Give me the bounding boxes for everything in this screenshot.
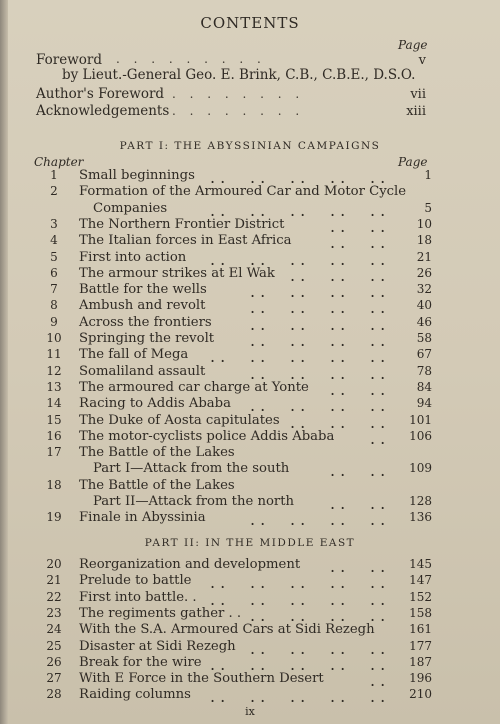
leader-dot: . . [330, 510, 346, 530]
chapter-page: 84 [416, 379, 432, 394]
chapter-number: 27 [46, 671, 62, 686]
chapter-number: 20 [46, 557, 62, 571]
chapter-number: 4 [50, 233, 58, 248]
leader-dot: . . [330, 233, 346, 253]
chapter-number: 3 [50, 216, 58, 231]
page-column-label: Page [398, 38, 428, 52]
leader-dot: . . [330, 265, 346, 285]
chapter-title: Formation of the Armoured Car and Motor Cycle [79, 184, 407, 200]
chapter-row-continuation [0, 201, 500, 219]
leader-dot: . . [370, 494, 386, 513]
leader-dot: . . [250, 249, 266, 269]
chapter-title: The armoured car charge at Yonte [79, 379, 309, 395]
chapter-page: 136 [409, 510, 432, 525]
leader-dot: . . [330, 573, 346, 593]
leader-dot: . . [210, 654, 226, 674]
leader-dot: . . [370, 428, 386, 448]
leader-dot: . . [330, 200, 346, 220]
chapter-row [0, 557, 500, 575]
chapter-number: 5 [50, 249, 58, 264]
page-column-label: Page [398, 155, 428, 169]
chapter-page: 18 [416, 233, 432, 248]
chapter-number: 18 [46, 477, 62, 492]
leader-dot: . . [370, 314, 386, 334]
leader-dot: . . [370, 510, 386, 530]
chapter-title: Prelude to battle [79, 573, 192, 589]
leader-dot: . . [370, 363, 386, 383]
chapter-number: 14 [46, 396, 62, 411]
chapter-column-label: Chapter [34, 155, 84, 169]
chapter-title: The Duke of Aosta capitulates [79, 412, 280, 428]
chapter-number: 26 [46, 654, 62, 669]
chapter-row [0, 331, 500, 349]
chapter-page: 1 [424, 168, 432, 182]
leader-dot: . . [370, 249, 386, 269]
chapter-page: 5 [424, 200, 432, 215]
chapter-page: 32 [416, 282, 432, 297]
chapter-row [0, 478, 500, 496]
leader-dot: . . [290, 638, 306, 658]
leader-dot: . . [370, 605, 386, 625]
leader-dot: . . [330, 249, 346, 269]
chapter-page: 21 [416, 249, 432, 264]
leader-dot: . . [210, 347, 226, 367]
leader-dot: . . [330, 298, 346, 318]
leader-dot: . . [330, 282, 346, 302]
chapter-title: Somaliland assault [79, 363, 206, 379]
chapter-row [0, 266, 500, 284]
chapter-title: Battle for the wells [79, 282, 207, 298]
chapter-page: 161 [409, 622, 432, 637]
chapter-number: 13 [46, 379, 62, 394]
chapter-page: 26 [416, 265, 432, 280]
chapter-number: 2 [50, 184, 58, 199]
leader-dot: . . [290, 605, 306, 625]
leader-dot: . . [290, 314, 306, 334]
leader-dot: . . [290, 573, 306, 593]
chapter-title: The fall of Mega [79, 347, 189, 363]
leader-dot: . . [290, 265, 306, 285]
leader-dot: . . [290, 168, 306, 187]
leader-dot: . . [330, 557, 346, 576]
leader-dot: . . [370, 200, 386, 220]
leader-dot: . . [330, 331, 346, 350]
leader-dot: . . [250, 363, 266, 383]
chapter-subtitle: Part I—Attack from the south [93, 461, 290, 477]
leader-dot: . . [290, 363, 306, 383]
leader-dot: . . [330, 379, 346, 399]
leader-dot: . . [250, 396, 266, 416]
chapter-number: 11 [46, 347, 62, 362]
chapter-row [0, 184, 500, 202]
front-acknowledgements-page: xiii [406, 104, 426, 119]
chapter-row [0, 687, 500, 705]
leader-dot: . . [250, 298, 266, 318]
leader-dot: . . [290, 331, 306, 350]
chapter-row-continuation [0, 461, 500, 479]
leader-dot: . . [250, 589, 266, 609]
chapter-number: 1 [50, 168, 58, 182]
leader-dot: . . [330, 363, 346, 383]
chapter-page: 78 [416, 363, 432, 378]
chapter-page: 67 [416, 347, 432, 362]
front-foreword-page: v [418, 53, 426, 68]
chapter-number: 16 [46, 428, 62, 443]
leader-dot: . . [250, 573, 266, 593]
leader-dot: . . [370, 168, 386, 187]
chapter-page: 145 [409, 557, 432, 571]
leader-dot: . . [290, 282, 306, 302]
chapter-page: 58 [416, 331, 432, 345]
leader-dot: . . [370, 265, 386, 285]
chapter-row [0, 429, 500, 447]
chapter-page: 94 [416, 396, 432, 411]
leader-dot: . . [250, 605, 266, 625]
leader-dot: . . [290, 347, 306, 367]
chapter-number: 12 [46, 363, 62, 378]
chapter-row [0, 250, 500, 268]
leader-dot: . . [330, 638, 346, 658]
chapter-number: 28 [46, 687, 62, 702]
chapter-row [0, 217, 500, 235]
leader-dot: . . [330, 687, 346, 707]
chapter-title: First into battle. . [79, 589, 197, 605]
part-heading: PART I: THE ABYSSINIAN CAMPAIGNS [119, 140, 381, 152]
leader-dot: . . [370, 671, 386, 691]
leader-dot: . . [250, 314, 266, 334]
chapter-number: 6 [50, 265, 58, 280]
chapter-row [0, 315, 500, 333]
leader-dot: . . [330, 412, 346, 432]
leader-dot: . . [370, 216, 386, 236]
chapter-row [0, 622, 500, 640]
leader-dots: . . . . . . . . [172, 87, 305, 101]
leader-dot: . . [210, 200, 226, 220]
chapter-row [0, 347, 500, 365]
leader-dots: . . . . . . . . [172, 104, 305, 118]
chapter-title: First into action [79, 249, 187, 265]
leader-dot: . . [210, 249, 226, 269]
chapter-number: 22 [46, 589, 62, 604]
leader-dot: . . [370, 557, 386, 576]
chapter-row-continuation [0, 494, 500, 512]
chapter-page: 177 [409, 638, 432, 653]
chapter-page: 10 [416, 216, 432, 231]
leader-dot: . . [330, 605, 346, 625]
front-foreword: Foreword [36, 52, 102, 68]
chapter-number: 15 [46, 412, 62, 427]
chapter-title: Racing to Addis Ababa [79, 396, 231, 412]
front-authors-foreword-page: vii [410, 87, 426, 102]
leader-dot: . . [290, 654, 306, 674]
chapter-number: 25 [46, 638, 62, 653]
leader-dot: . . [330, 314, 346, 334]
leader-dot: . . [370, 282, 386, 302]
chapter-number: 7 [50, 282, 58, 297]
chapter-subtitle: Companies [93, 200, 168, 216]
chapter-title: Break for the wire [79, 654, 202, 670]
leader-dot: . . [370, 347, 386, 367]
chapter-page: 46 [416, 314, 432, 329]
chapter-number: 23 [46, 605, 62, 620]
leader-dots: . . . . . . . . . [116, 52, 266, 66]
leader-dot: . . [330, 589, 346, 609]
chapter-page: 210 [409, 687, 432, 702]
leader-dot: . . [370, 687, 386, 707]
leader-dot: . . [210, 168, 226, 187]
leader-dot: . . [250, 347, 266, 367]
leader-dot: . . [250, 331, 266, 350]
chapter-number: 9 [50, 314, 58, 329]
contents-title: CONTENTS [200, 14, 300, 32]
leader-dot: . . [370, 461, 386, 481]
chapter-title: With the S.A. Armoured Cars at Sidi Rezegh [79, 622, 375, 638]
chapter-number: 17 [46, 445, 62, 460]
chapter-row [0, 655, 500, 673]
chapter-page: 187 [409, 654, 432, 669]
leader-dot: . . [370, 589, 386, 609]
chapter-title: The armour strikes at El Wak [79, 265, 275, 281]
leader-dot: . . [250, 282, 266, 302]
chapter-page: 196 [409, 671, 432, 686]
leader-dot: . . [250, 510, 266, 530]
page-number: ix [245, 705, 255, 718]
leader-dot: . . [290, 249, 306, 269]
chapter-row [0, 671, 500, 689]
chapter-row [0, 298, 500, 316]
leader-dot: . . [250, 638, 266, 658]
front-foreword-author: by Lieut.-General Geo. E. Brink, C.B., C.B.E., D.S.O. [62, 67, 416, 83]
chapter-page: 147 [409, 573, 432, 588]
chapter-page: 128 [409, 494, 432, 508]
chapter-title: Raiding columns [79, 687, 191, 703]
chapter-page: 40 [416, 298, 432, 313]
chapter-title: The motor-cyclists police Addis Ababa [79, 428, 335, 444]
chapter-number: 19 [46, 510, 62, 525]
leader-dot: . . [370, 396, 386, 416]
leader-dot: . . [290, 412, 306, 432]
leader-dot: . . [370, 638, 386, 658]
leader-dot: . . [290, 298, 306, 318]
chapter-title: Springing the revolt [79, 331, 215, 346]
leader-dot: . . [250, 200, 266, 220]
leader-dot: . . [370, 573, 386, 593]
chapter-row [0, 396, 500, 414]
chapter-page: 101 [409, 412, 432, 427]
leader-dot: . . [290, 510, 306, 530]
leader-dot: . . [250, 654, 266, 674]
chapter-row [0, 573, 500, 591]
chapter-page: 152 [409, 589, 432, 604]
chapter-page: 158 [409, 605, 432, 620]
chapter-row [0, 233, 500, 251]
leader-dot: . . [370, 331, 386, 350]
leader-dot: . . [290, 589, 306, 609]
leader-dot: . . [330, 654, 346, 674]
leader-dot: . . [330, 396, 346, 416]
leader-dot: . . [330, 216, 346, 236]
chapter-number: 10 [46, 331, 62, 345]
chapter-title: Finale in Abyssinia [79, 510, 206, 526]
front-acknowledgements: Acknowledgements [36, 103, 170, 119]
chapter-row [0, 282, 500, 300]
chapter-row [0, 445, 500, 463]
chapter-number: 21 [46, 573, 62, 588]
chapter-row [0, 413, 500, 431]
chapter-row [0, 168, 500, 186]
leader-dot: . . [330, 168, 346, 187]
chapter-row [0, 510, 500, 528]
chapter-title: The Northern Frontier District [79, 216, 285, 232]
leader-dot: . . [370, 412, 386, 432]
leader-dot: . . [370, 654, 386, 674]
leader-dot: . . [290, 687, 306, 707]
leader-dot: . . [250, 687, 266, 707]
part-heading: PART II: IN THE MIDDLE EAST [144, 537, 356, 549]
chapter-title: The Italian forces in East Africa [79, 233, 292, 249]
leader-dot: . . [370, 298, 386, 318]
leader-dot: . . [330, 347, 346, 367]
leader-dot: . . [290, 396, 306, 416]
chapter-row [0, 639, 500, 657]
chapter-subtitle: Part II—Attack from the north [93, 494, 295, 509]
chapter-row [0, 606, 500, 624]
chapter-row [0, 364, 500, 382]
chapter-title: The Battle of the Lakes [79, 445, 235, 461]
chapter-page: 106 [409, 428, 432, 443]
leader-dot: . . [330, 461, 346, 481]
leader-dot: . . [210, 573, 226, 593]
chapter-title: The regiments gather . . [79, 605, 242, 621]
chapter-number: 8 [50, 298, 58, 313]
chapter-title: Ambush and revolt [79, 298, 206, 314]
chapter-title: Small beginnings [79, 168, 195, 183]
leader-dot: . . [330, 494, 346, 513]
leader-dot: . . [370, 379, 386, 399]
chapter-row [0, 590, 500, 608]
chapter-title: Disaster at Sidi Rezegh [79, 638, 236, 654]
leader-dot: . . [370, 233, 386, 253]
chapter-title: With E Force in the Southern Desert [79, 671, 324, 687]
chapter-row [0, 380, 500, 398]
leader-dot: . . [290, 200, 306, 220]
chapter-title: The Battle of the Lakes [79, 477, 235, 493]
front-authors-foreword: Author's Foreword [36, 86, 165, 102]
leader-dot: . . [210, 687, 226, 707]
leader-dot: . . [250, 168, 266, 187]
chapter-title: Reorganization and development [79, 557, 301, 572]
leader-dot: . . [210, 589, 226, 609]
chapter-page: 109 [409, 461, 432, 476]
chapter-number: 24 [46, 622, 62, 637]
chapter-title: Across the frontiers [79, 314, 212, 330]
